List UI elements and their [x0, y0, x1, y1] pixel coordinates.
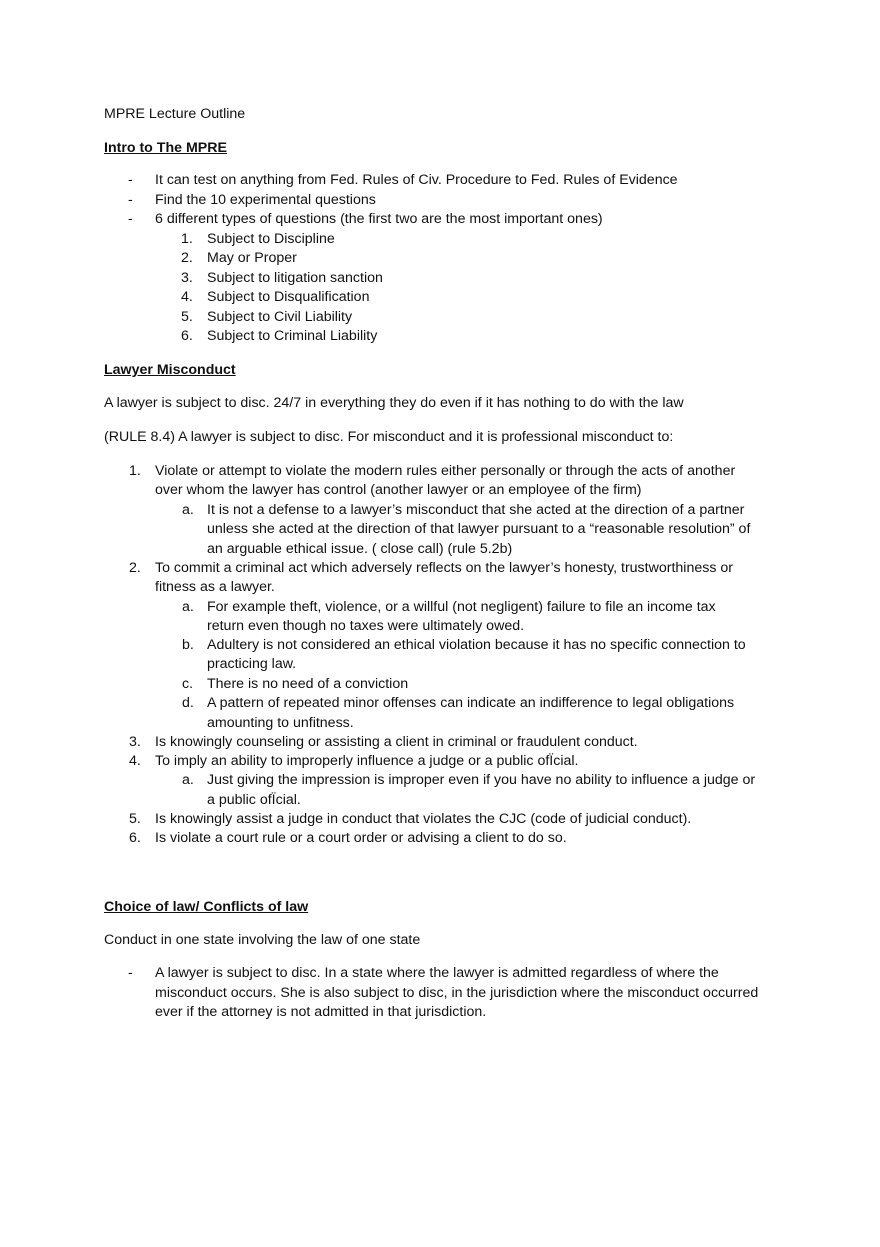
sub-item-letter: c.: [182, 676, 194, 692]
sub-item-letter: d.: [182, 695, 194, 711]
list-item-line: Is knowingly counseling or assisting a client in criminal or fraudulent conduct.: [155, 734, 638, 750]
sub-item-line: For example theft, violence, or a willful (not negligent) failure to file an income tax: [207, 599, 716, 615]
sub-item-letter: b.: [182, 637, 194, 653]
sub-item-line: amounting to unfitness.: [207, 715, 354, 731]
list-number: 2.: [129, 560, 141, 576]
intro-bullet: It can test on anything from Fed. Rules of Civ. Procedure to Fed. Rules of Evidence: [155, 172, 678, 188]
list-number: 6.: [129, 830, 141, 846]
intro-bullet: 6 different types of questions (the first two are the most important ones): [155, 211, 603, 227]
sub-item-line: return even though no taxes were ultimately owed.: [207, 618, 525, 634]
choice-of-law-bullet-line: ever if the attorney is not admitted in that jurisdiction.: [155, 1004, 487, 1020]
list-item-line: To commit a criminal act which adversely reflects on the lawyer’s honesty, trustworthiness or: [155, 560, 733, 576]
sub-item-line: unless she acted at the direction of that lawyer pursuant to a “reasonable resolution” of: [207, 521, 751, 537]
sub-item-line: practicing law.: [207, 656, 297, 672]
paragraph: Conduct in one state involving the law of one state: [104, 932, 421, 948]
list-number: 4.: [181, 289, 193, 305]
question-type-item: Subject to Civil Liability: [207, 309, 353, 325]
list-number: 1.: [181, 231, 193, 247]
sub-item-line: Just giving the impression is improper even if you have no ability to influence a judge or: [207, 772, 756, 788]
sub-item-line: Adultery is not considered an ethical violation because it has no specific connection to: [207, 637, 746, 653]
paragraph: (RULE 8.4) A lawyer is subject to disc. For misconduct and it is professional misconduct to:: [104, 429, 674, 445]
sub-item-line: an arguable ethical issue. ( close call) (rule 5.2b): [207, 541, 513, 557]
list-number: 3.: [181, 270, 193, 286]
bullet-dash: -: [128, 192, 133, 208]
list-item-line: Violate or attempt to violate the modern rules either personally or through the acts of another: [155, 463, 736, 479]
list-number: 2.: [181, 250, 193, 266]
sub-item-letter: a.: [182, 502, 194, 518]
list-item-line: fitness as a lawyer.: [155, 579, 275, 595]
document-title: MPRE Lecture Outline: [104, 106, 246, 122]
paragraph: A lawyer is subject to disc. 24/7 in everything they do even if it has nothing to do with the law: [104, 395, 684, 411]
question-type-item: Subject to litigation sanction: [207, 270, 383, 286]
list-item-line: over whom the lawyer has control (another lawyer or an employee of the firm): [155, 482, 642, 498]
sub-item-line: A pattern of repeated minor offenses can indicate an indifference to legal obligations: [207, 695, 735, 711]
question-type-item: Subject to Disqualification: [207, 289, 370, 305]
choice-of-law-bullet-line: misconduct occurs. She is also subject to disc, in the jurisdiction where the misconduct occurred: [155, 985, 759, 1001]
section-heading-choice-of-law: Choice of law/ Conflicts of law: [104, 899, 309, 915]
list-number: 1.: [129, 463, 141, 479]
list-number: 6.: [181, 328, 193, 344]
bullet-dash: -: [128, 211, 133, 227]
section-heading-intro: Intro to The MPRE: [104, 140, 227, 156]
question-type-item: Subject to Criminal Liability: [207, 328, 378, 344]
list-number: 5.: [181, 309, 193, 325]
sub-item-line: a public ofÏcial.: [207, 792, 301, 808]
bullet-dash: -: [128, 965, 133, 981]
list-item-line: Is knowingly assist a judge in conduct that violates the CJC (code of judicial conduct).: [155, 811, 692, 827]
section-heading-misconduct: Lawyer Misconduct: [104, 362, 236, 378]
list-item-line: To imply an ability to improperly influence a judge or a public ofÏcial.: [155, 753, 579, 769]
choice-of-law-bullet-line: A lawyer is subject to disc. In a state where the lawyer is admitted regardless of where the: [155, 965, 719, 981]
sub-item-letter: a.: [182, 599, 194, 615]
list-number: 5.: [129, 811, 141, 827]
question-type-item: May or Proper: [207, 250, 297, 266]
sub-item-line: There is no need of a conviction: [207, 676, 409, 692]
sub-item-line: It is not a defense to a lawyer’s misconduct that she acted at the direction of a partner: [207, 502, 745, 518]
sub-item-letter: a.: [182, 772, 194, 788]
question-type-item: Subject to Discipline: [207, 231, 335, 247]
list-number: 3.: [129, 734, 141, 750]
list-number: 4.: [129, 753, 141, 769]
intro-bullet: Find the 10 experimental questions: [155, 192, 376, 208]
list-item-line: Is violate a court rule or a court order or advising a client to do so.: [155, 830, 567, 846]
bullet-dash: -: [128, 172, 133, 188]
